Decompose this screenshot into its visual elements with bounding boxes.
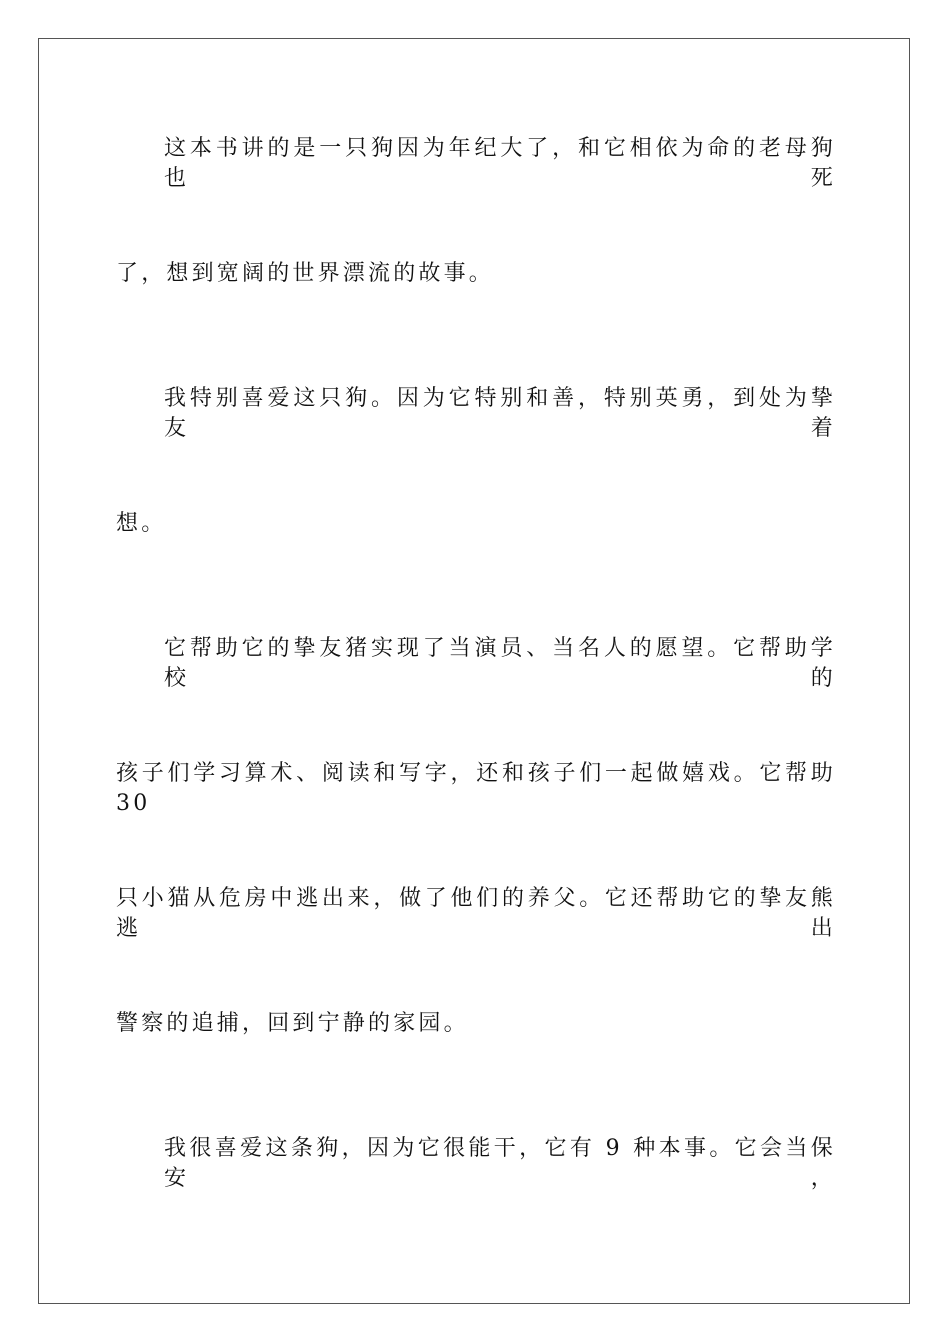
paragraph-3-line-1: 它帮助它的挚友猪实现了当演员、当名人的愿望。它帮助学校的 — [164, 636, 836, 691]
paragraph-1-line-1: 这本书讲的是一只狗因为年纪大了，和它相依为命的老母狗也死 — [164, 136, 836, 191]
paragraph-2-line-1: 我特别喜爱这只狗。因为它特别和善，特别英勇，到处为挚友着 — [164, 386, 836, 441]
paragraph-4-line-1: 我很喜爱这条狗，因为它很能干，它有 9 种本事。它会当保安， — [164, 1136, 836, 1191]
paragraph-3-line-4: 警察的追捕，回到宁静的家园。 — [116, 1011, 469, 1036]
paragraph-1-line-2: 了，想到宽阔的世界漂流的故事。 — [116, 261, 495, 286]
paragraph-3-line-2: 孩子们学习算术、阅读和写字，还和孩子们一起做嬉戏。它帮助 30 — [116, 761, 836, 816]
paragraph-2-line-2: 想。 — [116, 511, 167, 536]
paragraph-3-line-3: 只小猫从危房中逃出来，做了他们的养父。它还帮助它的挚友熊逃出 — [116, 886, 836, 941]
